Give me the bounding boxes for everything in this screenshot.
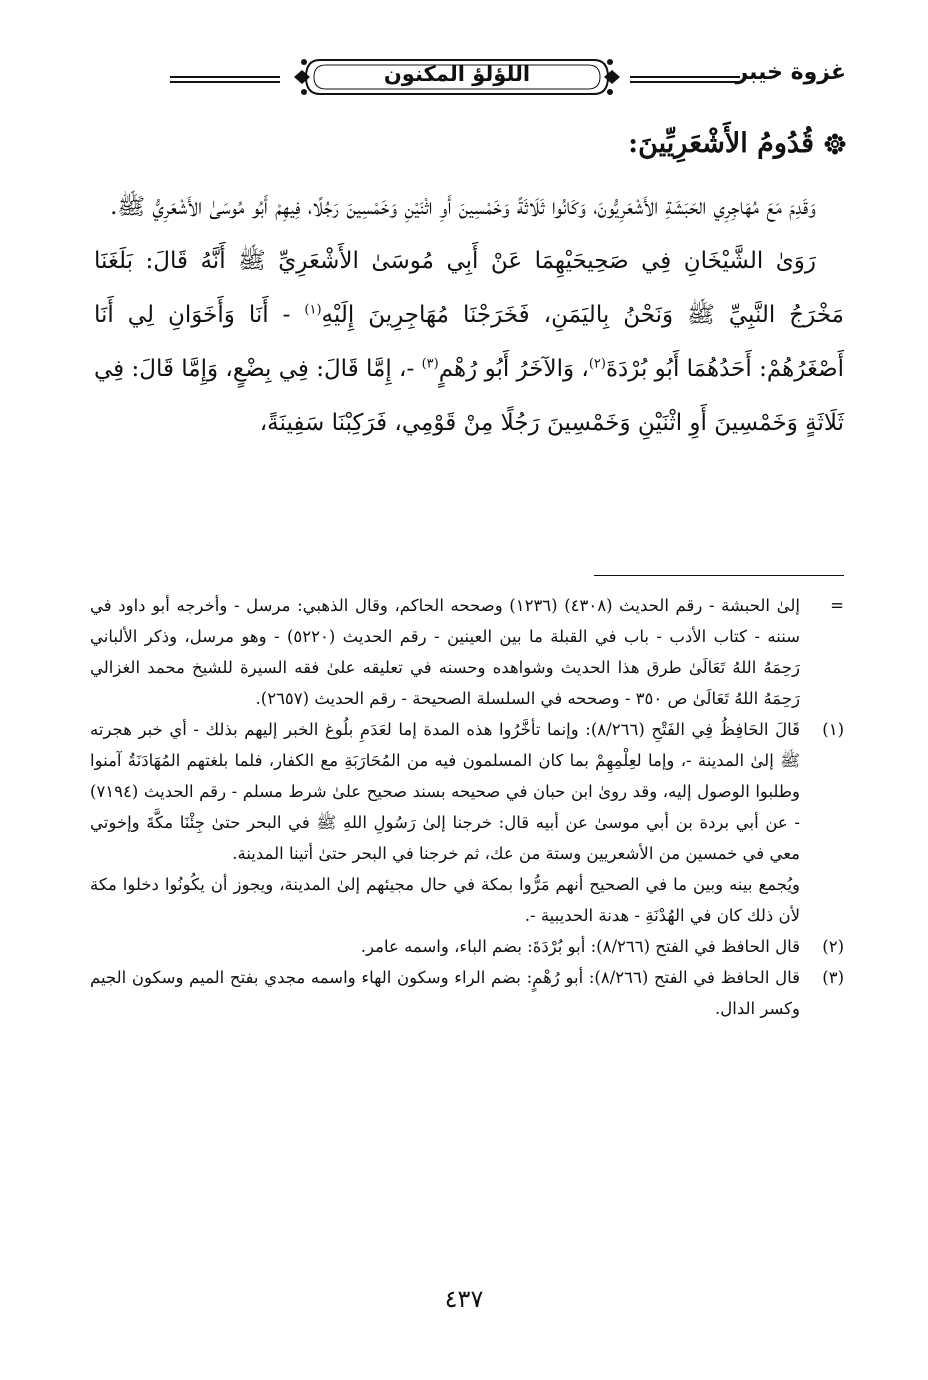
section-heading [628,128,846,159]
footnote-text: قَالَ الحَافِظُ فِي الفَتْحِ (٨/٢٦٦): وإنما تأخَّرُوا هذه المدة إما لعَدَمِ بلُوغ الخبر إليهم بذلك - أي خبر هجرته ﷺ إلىٰ المدينة -، وإما لعِلْمِهِمْ بما كان المسلمون فيه من المُحَارَبَةِ مع الكفار، فلما بلغتهم المُهَادَنَةُ آمنوا وطلبوا الوصول إليه، وقد روىٰ ابن حبان في صحيحه بسند صحيح علىٰ شرط مسلم - رقم الحديث (٧١٩٤) - عن أبي بردة بن أبي موسىٰ عن أبيه قال: خرجنا إلىٰ رَسُولِ اللهِ ﷺ في البحر حتىٰ جِئْنَا مكَّةَ وإخوتي معي في خمسين من الأشعريين وستة من عك، ثم خرجنا في البحر حتىٰ أتينا المدينة. [90,720,800,863]
footnote-text: قال الحافظ في الفتح (٨/٢٦٦): أبو رُهْمٍ: بضم الراء وسكون الهاء واسمه مجدي بفتح الميم وسكون الجيم وكسر الدال. [90,968,800,1018]
footnotes [90,590,844,1024]
header-rule-right [630,76,740,83]
footnote-divider [594,575,844,576]
footnote-number: (٣) [822,968,844,987]
footnote-ref-2[interactable]: (٢) [588,356,606,372]
footnote-3 [90,962,844,1024]
footnote-ref-3[interactable]: (٣) [421,356,439,372]
footnote-2 [90,931,844,962]
main-text [94,180,844,450]
footnote-number: = [830,596,844,615]
footnote-text: قال الحافظ في الفتح (٨/٢٦٦): أبو بُرْدَةَ: بضم الباء، واسمه عامر. [360,937,800,956]
paragraph-2 [94,234,844,450]
paragraph-2-part-b: - أَنَا وَأَخَوَانِ لِي أَنَا أَصْغَرُهُمْ: أَحَدُهُمَا أَبُو بُرْدَةَ [94,302,844,382]
page-number: ٤٣٧ [444,1285,484,1313]
header-rule-left [170,76,280,83]
footnote-number: (١) [822,720,844,739]
flower-bullet-icon [824,133,846,155]
running-header [80,50,846,106]
book-title: اللؤلؤ المكنون [383,62,531,86]
section-title: قُدُومُ الأَشْعَرِيِّينَ: [628,128,814,159]
footnote-number: (٢) [822,937,844,956]
footnote-ref-1[interactable]: (١) [304,302,322,318]
footnote-continued [90,590,844,714]
footnote-1 [90,714,844,931]
paragraph-2-part-d: -، إِمَّا قَالَ: فِي بِضْعٍ، وَإِمَّا قَالَ: فِي ثَلَاثَةٍ وَخَمْسِينَ أَوِ اثْنَيْنِ وَخَمْسِينَ رَجُلًا مِنْ قَوْمِي، فَرَكِبْنَا سَفِينَةً، [94,356,844,436]
paragraph-2-part-a: رَوَىٰ الشَّيْخَانِ فِي صَحِيحَيْهِمَا عَنْ أَبِي مُوسَىٰ الأَشْعَرِيِّ ﷺ أَنَّهُ قَالَ: بَلَغَنَا مَخْرَجُ النَّبِيِّ ﷺ وَنَحْنُ بِاليَمَنِ، فَخَرَجْنَا مُهَاجِرِينَ إِلَيْهِ [94,248,845,328]
footnote-text: ويُجمع بينه وبين ما في الصحيح أنهم مَرُّوا بمكة في حال مجيئهم إلىٰ المدينة، ويجوز أن يكُونُوا دخلوا مكة لأن ذلك كان في الهُدْنَةِ - هدنة الحديبية -. [90,875,800,925]
paragraph-2-part-c: ، وَالآخَرُ أَبُو رُهْمٍ [438,356,589,382]
paragraph-1: وَقَدِمَ مَعَ مُهَاجِرِي الحَبَشَةِ الأَشْعَرِيُّونَ، وَكَانُوا ثَلَاثَةً وَخَمْسِينَ أَوِ اثْنَيْنِ وَخَمْسِينَ رَجُلًا، فِيهِمْ أَبُو مُوسَىٰ الأَشْعَرِيُّ ﷺ. [110,194,816,220]
chapter-title: غزوة خيبر [735,60,846,85]
footnote-text: إلىٰ الحبشة - رقم الحديث (٤٣٠٨) (١٢٣٦) وصححه الحاكم، وقال الذهبي: مرسل - وأخرجه أبو داود في سننه - كتاب الأدب - باب في القبلة ما بين العينين - رقم الحديث (٥٢٢٠) - وهو مرسل، وذكر الألباني رَحِمَهُ اللهُ تَعَالَىٰ طرق هذا الحديث وشواهده وحسنه في تعليقه علىٰ فقه السيرة للشيخ محمد الغزالي رَحِمَهُ اللهُ تَعَالَىٰ ص ٣٥٠ - وصححه في السلسلة الصحيحة - رقم الحديث (٢٦٥٧). [90,596,800,708]
